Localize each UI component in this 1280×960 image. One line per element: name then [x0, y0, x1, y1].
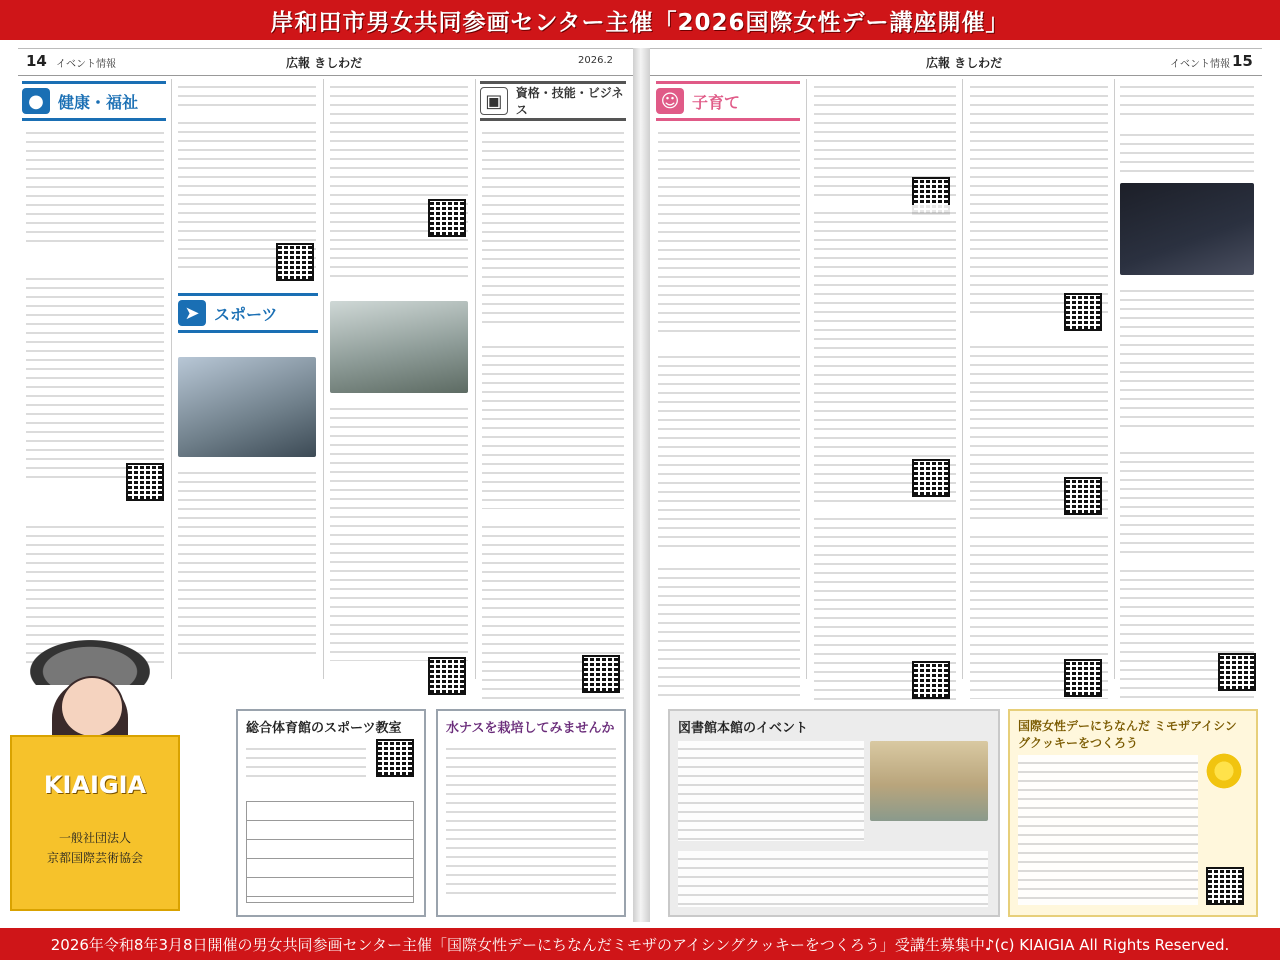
article-text [1120, 445, 1254, 555]
section-health-welfare [22, 81, 166, 121]
article-text [330, 79, 468, 279]
woodblock-print-image [870, 741, 988, 821]
issue-date: 2026.2 [578, 55, 613, 66]
badge-line1: 一般社団法人 [58, 831, 131, 845]
banner-title: 岸和田市男女共同参画センター主催「2026国際女性デー講座開催」 [270, 9, 1010, 36]
qr-code [428, 199, 466, 237]
article-text [178, 465, 316, 655]
box-text [678, 741, 864, 841]
box-title: 水ナスを栽培してみませんか [446, 721, 615, 736]
qr-code [912, 459, 950, 497]
section-childcare [656, 81, 800, 121]
qr-code [1218, 653, 1256, 691]
avatar [60, 676, 124, 738]
eggplant-box [436, 709, 626, 917]
column-divider [171, 79, 172, 679]
person-icon: ● [22, 88, 50, 114]
page-category: イベント情報 [1170, 59, 1230, 70]
article-text [970, 79, 1108, 319]
article-text [26, 271, 164, 481]
article-text [26, 125, 164, 245]
column-divider [475, 79, 476, 679]
page-gutter [633, 48, 650, 922]
article-text [178, 79, 316, 109]
publication-logo: 広報 きしわだ [286, 56, 363, 70]
badge-line2: 京都国際芸術協会 [46, 851, 143, 865]
section-label: 子育て [692, 92, 741, 112]
article-text [330, 401, 468, 661]
section-label: 資格・技能・ビジネス [515, 86, 624, 117]
article-text [1120, 127, 1254, 177]
box-text [678, 851, 988, 907]
right-page [650, 48, 1262, 923]
article-text [482, 339, 624, 509]
column-divider [323, 79, 324, 679]
mimosa-illustration [1200, 751, 1248, 791]
section-label: 健康・福祉 [58, 92, 139, 112]
qr-code [276, 243, 314, 281]
footer-text: 2026年令和8年3月8日開催の男女共同参画センター主催「国際女性デーにちなんだミモザのアイシングクッキーをつくろう」受講生募集中♪(c) KIAIGIA All Rights Reserved. [50, 935, 1230, 954]
article-text [658, 561, 800, 701]
library-events-box [668, 709, 1000, 917]
section-sports [178, 293, 318, 333]
publication-logo: 広報 きしわだ [926, 56, 1003, 70]
bmx-photo [178, 357, 316, 457]
page-number: 15 [1232, 52, 1253, 70]
qr-code [582, 655, 620, 693]
column-divider [962, 79, 963, 679]
qr-code [1064, 293, 1102, 331]
qr-code [912, 661, 950, 699]
flying-disc-photo [330, 301, 468, 393]
right-page-header [650, 49, 1262, 76]
qr-code [1064, 659, 1102, 697]
qr-code [428, 657, 466, 695]
qr-code [376, 739, 414, 777]
article-text [658, 125, 800, 335]
article-text [1120, 283, 1254, 433]
box-text [446, 741, 616, 901]
column-divider [1114, 79, 1115, 679]
qr-code [1064, 477, 1102, 515]
column-divider [806, 79, 807, 679]
runner-icon: ➤ [178, 300, 206, 326]
title-banner [0, 0, 1280, 40]
article-text [1120, 79, 1254, 119]
box-title: 総合体育館のスポーツ教室 [246, 721, 402, 736]
box-title: 国際女性デーにちなんだ ミモザアイシングクッキーをつくろう [1018, 719, 1237, 750]
qr-code [126, 463, 164, 501]
box-title: 図書館本館のイベント [678, 721, 809, 736]
page-category: イベント情報 [56, 59, 116, 70]
laptop-icon: ▣ [480, 87, 508, 115]
section-label: スポーツ [214, 304, 278, 324]
family-icon: ☺ [656, 88, 684, 114]
left-page-header [18, 49, 633, 76]
badge-title: KIAIGIA [43, 771, 147, 799]
class-schedule-table [246, 801, 414, 903]
kiaigia-badge [10, 735, 180, 911]
box-text [246, 741, 366, 781]
section-qualification [480, 81, 626, 121]
footer-banner [0, 928, 1280, 960]
qr-code [1206, 867, 1244, 905]
mimosa-cookie-box [1008, 709, 1258, 917]
gym-sports-class-box [236, 709, 426, 917]
event-photo [1120, 183, 1254, 275]
article-text [482, 125, 624, 325]
box-text [1018, 755, 1198, 905]
article-text [658, 349, 800, 549]
page-number: 14 [26, 52, 47, 70]
